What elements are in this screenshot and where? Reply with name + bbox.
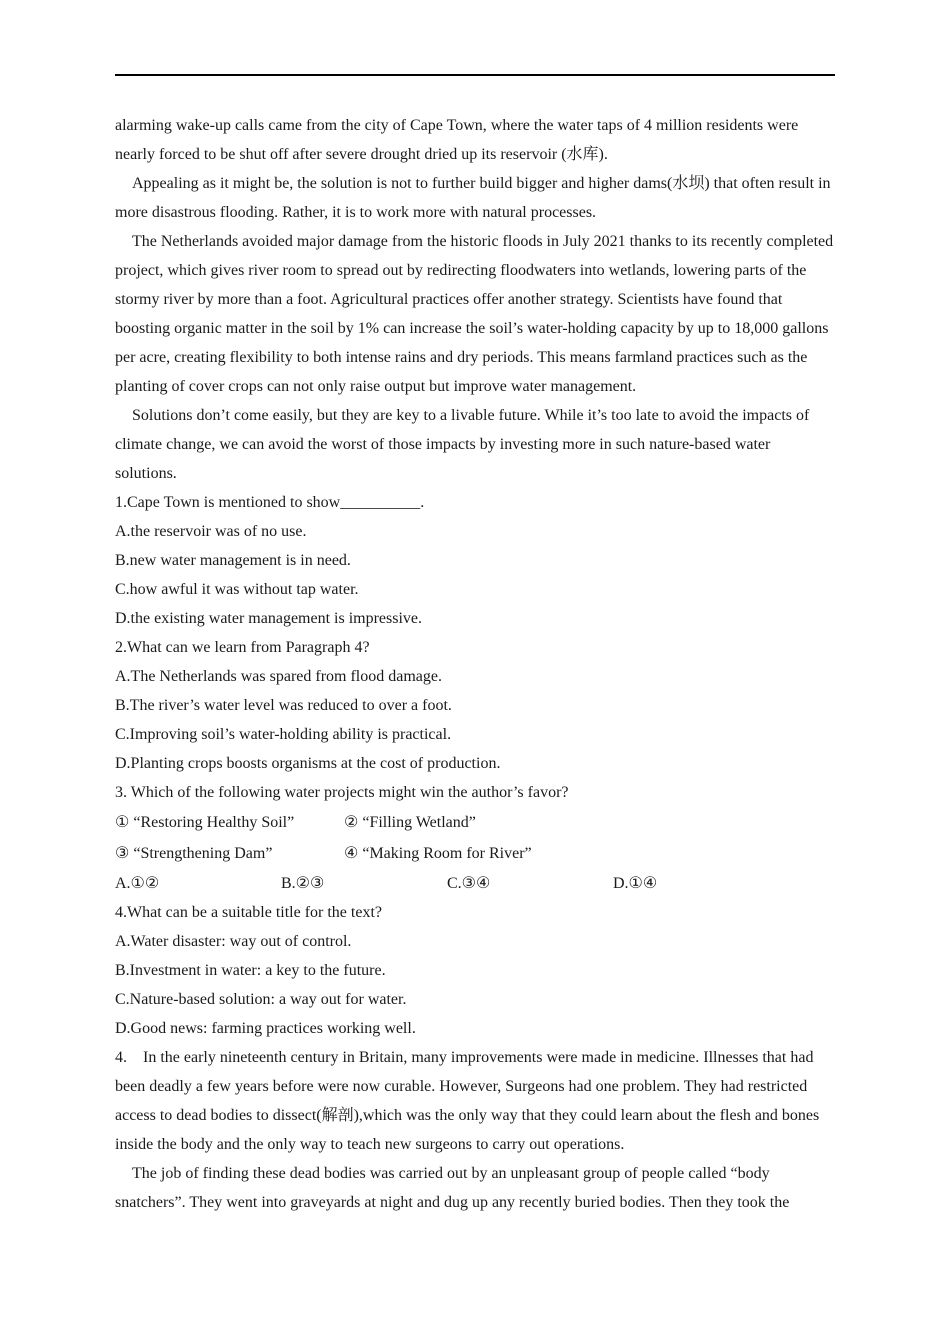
- paragraph-dams: Appealing as it might be, the solution is not to further build bigger and higher dams(水坝) that often result in more disastrous flooding. Rather, it is to work more with natural processes.: [115, 175, 831, 221]
- document-body: [115, 111, 835, 1217]
- question-2-option-b: B.The river’s water level was reduced to over a foot.: [115, 697, 452, 714]
- question-3-item-1: ① “Restoring Healthy Soil”: [115, 814, 295, 831]
- question-2-option-c: C.Improving soil’s water-holding ability is practical.: [115, 726, 452, 743]
- paragraph-cape-town: alarming wake-up calls came from the city of Cape Town, where the water taps of 4 million residents were nearly forced to be shut off after severe drought dried up its reservoir (水库).: [115, 117, 799, 163]
- question-2-stem: 2.What can we learn from Paragraph 4?: [115, 639, 370, 656]
- question-3-option-a: A.①②: [115, 875, 160, 892]
- question-1-option-b: B.new water management is in need.: [115, 552, 351, 569]
- question-1-stem: 1.Cape Town is mentioned to show__________.: [115, 494, 425, 511]
- question-4-option-d: D.Good news: farming practices working well.: [115, 1020, 416, 1037]
- question-3-option-c: C.③④: [447, 875, 491, 892]
- paragraph-netherlands: The Netherlands avoided major damage from the historic floods in July 2021 thanks to its recently completed project, which gives river room to spread out by redirecting floodwaters into wetlands, lowering parts of the stormy river by more than a foot. Agricultural practices offer another strategy. Scientists have found that boosting organic matter in the soil by 1% can increase the soil’s water-holding capacity by up to 18,000 gallons per acre, creating flexibility to both intense rains and dry periods. This means farmland practices such as the planting of cover crops can not only raise output but improve water management.: [115, 233, 834, 395]
- question-1-option-c: C.how awful it was without tap water.: [115, 581, 359, 598]
- paragraph-solutions: Solutions don’t come easily, but they are key to a livable future. While it’s too late to avoid the impacts of climate change, we can avoid the worst of those impacts by investing more in such nature-based water solutions.: [115, 407, 810, 482]
- question-3-item-2: ② “Filling Wetland”: [344, 814, 476, 831]
- paragraph-body-snatching-intro: 4. In the early nineteenth century in Britain, many improvements were made in medicine. Illnesses that had been deadly a few years before were now curable. However, Surgeons had one problem. They had restricted access to dead bodies to dissect(解剖),which was the only way that they could learn about the flesh and bones inside the body and the only way to teach new surgeons to carry out operations.: [115, 1049, 824, 1153]
- question-2-option-a: A.The Netherlands was spared from flood damage.: [115, 668, 442, 685]
- question-1-option-a: A.the reservoir was of no use.: [115, 523, 307, 540]
- question-3-option-b: B.②③: [281, 875, 325, 892]
- question-4-option-c: C.Nature-based solution: a way out for water.: [115, 991, 407, 1008]
- question-4-stem: 4.What can be a suitable title for the text?: [115, 904, 382, 921]
- question-4-option-a: A.Water disaster: way out of control.: [115, 933, 352, 950]
- question-3-option-d: D.①④: [613, 875, 658, 892]
- question-3-item-4: ④ “Making Room for River”: [344, 845, 532, 862]
- question-3-item-3: ③ “Strengthening Dam”: [115, 845, 273, 862]
- question-4-option-b: B.Investment in water: a key to the future.: [115, 962, 386, 979]
- question-3-options: [115, 869, 835, 898]
- header-rule: [115, 74, 835, 76]
- question-3-items-row-2: [115, 838, 835, 869]
- question-3-stem: 3. Which of the following water projects might win the author’s favor?: [115, 784, 569, 801]
- question-3-items-row-1: [115, 807, 835, 838]
- question-1-option-d: D.the existing water management is impressive.: [115, 610, 423, 627]
- question-2-option-d: D.Planting crops boosts organisms at the cost of production.: [115, 755, 501, 772]
- paragraph-body-snatchers: The job of finding these dead bodies was carried out by an unpleasant group of people called “body snatchers”. They went into graveyards at night and dug up any recently buried bodies. Then they took the: [115, 1165, 790, 1211]
